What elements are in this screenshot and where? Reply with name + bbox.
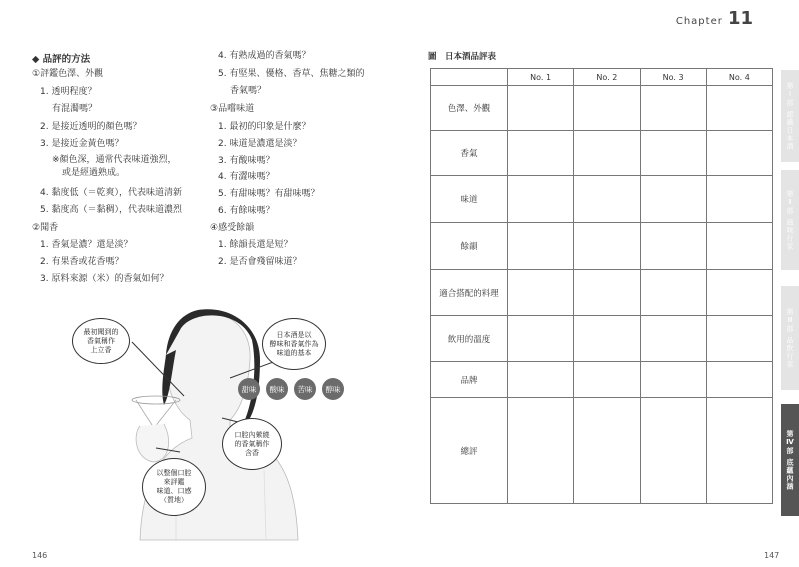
score-cell[interactable] bbox=[508, 176, 574, 223]
method-line: 5. 有甜味嗎？有甜味嗎？ bbox=[218, 189, 320, 199]
method-line: 2. 味道是濃還是淡？ bbox=[218, 139, 302, 149]
row-label: 香氣 bbox=[431, 131, 508, 176]
first-aroma-bubble bbox=[72, 318, 130, 364]
method-note: ※顏色深，通常代表味道強烈， bbox=[52, 155, 177, 165]
table-row bbox=[431, 176, 773, 223]
method-note: 或是經過熟成。 bbox=[62, 168, 126, 178]
method-line: 4. 黏度低（＝乾爽），代表味道清新 bbox=[40, 188, 182, 198]
score-cell[interactable] bbox=[706, 131, 772, 176]
table-row bbox=[431, 223, 773, 270]
score-cell[interactable] bbox=[706, 86, 772, 131]
header-corner bbox=[431, 69, 508, 86]
method-line: 5. 黏度高（＝黏稠），代表味道濃烈 bbox=[40, 205, 182, 215]
score-cell[interactable] bbox=[508, 86, 574, 131]
score-cell[interactable] bbox=[574, 223, 640, 270]
retronasal-aroma-bubble bbox=[222, 418, 282, 470]
method-line: ①評鑑色澤、外觀 bbox=[32, 69, 104, 79]
chapter-heading bbox=[676, 8, 753, 29]
column-header: No. 2 bbox=[574, 69, 640, 86]
method-line: 有混濁嗎？ bbox=[52, 104, 98, 114]
left-page bbox=[0, 0, 399, 567]
flavor-umami: 醇味 bbox=[322, 378, 344, 400]
score-cell[interactable] bbox=[574, 398, 640, 504]
flavor-bitter: 苦味 bbox=[294, 378, 316, 400]
method-line: ④感受餘韻 bbox=[210, 223, 255, 233]
score-cell[interactable] bbox=[508, 223, 574, 270]
method-line: 1. 透明程度？ bbox=[40, 87, 97, 97]
method-line: 6. 有餘味嗎？ bbox=[218, 206, 275, 216]
table-row bbox=[431, 398, 773, 504]
method-line: 2. 有果香或花香嗎？ bbox=[40, 257, 124, 267]
score-cell[interactable] bbox=[706, 223, 772, 270]
table-row bbox=[431, 86, 773, 131]
method-line: 2. 是否會殘留味道？ bbox=[218, 257, 302, 267]
flavor-sour: 酸味 bbox=[266, 378, 288, 400]
column-header: No. 4 bbox=[706, 69, 772, 86]
bubble-line: 日本酒是以 bbox=[276, 330, 312, 339]
bubble-line: 口腔內縈繞 bbox=[234, 430, 270, 439]
method-line: 1. 餘韻長還是短？ bbox=[218, 240, 293, 250]
table-row bbox=[431, 316, 773, 362]
method-line: 4. 有澀味嗎？ bbox=[218, 172, 275, 182]
flavor-sweet: 甜味 bbox=[238, 378, 260, 400]
chapter-number: 11 bbox=[727, 8, 753, 29]
page-number: 147 bbox=[764, 551, 780, 560]
column-header: No. 3 bbox=[640, 69, 706, 86]
row-label: 總評 bbox=[431, 398, 508, 504]
score-cell[interactable] bbox=[640, 86, 706, 131]
score-cell[interactable] bbox=[508, 362, 574, 398]
bubble-line: 最初聞到的 bbox=[83, 327, 119, 336]
method-line: 4. 有熟成過的香氣嗎？ bbox=[218, 51, 311, 61]
score-cell[interactable] bbox=[640, 316, 706, 362]
method-line: 1. 香氣是濃？還是淡？ bbox=[40, 240, 133, 250]
score-cell[interactable] bbox=[508, 316, 574, 362]
row-label: 適合搭配的料理 bbox=[431, 270, 508, 316]
bubble-line: 的香氣稱作 bbox=[234, 439, 270, 448]
score-cell[interactable] bbox=[706, 316, 772, 362]
bubble-line: 醇味和香氣作為 bbox=[269, 339, 319, 348]
row-label: 色澤、外觀 bbox=[431, 86, 508, 131]
table-row bbox=[431, 362, 773, 398]
whole-mouth-bubble bbox=[142, 458, 206, 516]
chapter-label: Chapter bbox=[675, 16, 723, 27]
score-cell[interactable] bbox=[640, 398, 706, 504]
score-cell[interactable] bbox=[706, 270, 772, 316]
part-tab-4[interactable]: 第Ⅳ部 底蘊內涵 bbox=[781, 404, 799, 516]
method-line: 3. 是接近金黃色嗎？ bbox=[40, 139, 124, 149]
score-cell[interactable] bbox=[640, 176, 706, 223]
score-cell[interactable] bbox=[508, 131, 574, 176]
method-line: 1. 最初的印象是什麼？ bbox=[218, 122, 311, 132]
score-cell[interactable] bbox=[706, 176, 772, 223]
score-cell[interactable] bbox=[706, 362, 772, 398]
bubble-line: 以整個口腔 bbox=[156, 469, 192, 477]
method-line: 5. 有堅果、優格、香草、焦糖之類的 bbox=[218, 69, 365, 79]
score-cell[interactable] bbox=[640, 362, 706, 398]
method-line: 3. 原料來源（米）的香氣如何？ bbox=[40, 274, 169, 284]
score-cell[interactable] bbox=[706, 398, 772, 504]
table-title: 圖 日本酒品評表 bbox=[428, 52, 497, 62]
right-page bbox=[400, 0, 799, 567]
sake-basis-bubble bbox=[262, 318, 326, 370]
section-title: ◆ 品評的方法 bbox=[32, 54, 91, 65]
score-cell[interactable] bbox=[508, 270, 574, 316]
page-number: 146 bbox=[32, 551, 48, 560]
sake-evaluation-table bbox=[430, 68, 773, 504]
bubble-line: 味道的基本 bbox=[276, 348, 312, 357]
score-cell[interactable] bbox=[574, 131, 640, 176]
table-row bbox=[431, 131, 773, 176]
score-cell[interactable] bbox=[574, 176, 640, 223]
bubble-line: 香氣稱作 bbox=[87, 336, 115, 345]
row-label: 品牌 bbox=[431, 362, 508, 398]
method-line: 2. 是接近透明的顏色嗎？ bbox=[40, 122, 142, 132]
column-header: No. 1 bbox=[508, 69, 574, 86]
score-cell[interactable] bbox=[640, 270, 706, 316]
part-tab-1[interactable]: 第Ⅰ部 認識日本酒 bbox=[781, 70, 799, 162]
bubble-line: 來評鑑 bbox=[163, 478, 185, 486]
row-label: 餘韻 bbox=[431, 223, 508, 270]
bubble-line: （質地） bbox=[160, 496, 188, 504]
method-line: ③品嚐味道 bbox=[210, 104, 255, 114]
bubble-line: 味道、口感 bbox=[156, 487, 192, 495]
bubble-line: 上立香 bbox=[90, 345, 112, 354]
bubble-line: 含香 bbox=[245, 448, 259, 457]
score-cell[interactable] bbox=[640, 223, 706, 270]
method-line: 3. 有酸味嗎？ bbox=[218, 156, 275, 166]
score-cell[interactable] bbox=[574, 362, 640, 398]
part-tab-2[interactable]: 第Ⅱ部 風味行家 bbox=[781, 170, 799, 270]
method-line: ②聞香 bbox=[32, 223, 59, 233]
score-cell[interactable] bbox=[574, 316, 640, 362]
score-cell[interactable] bbox=[574, 270, 640, 316]
score-cell[interactable] bbox=[574, 86, 640, 131]
row-label: 味道 bbox=[431, 176, 508, 223]
part-tab-3[interactable]: 第Ⅲ部 品飲行家 bbox=[781, 286, 799, 390]
score-cell[interactable] bbox=[508, 398, 574, 504]
table-header-row bbox=[431, 69, 773, 86]
table-row bbox=[431, 270, 773, 316]
score-cell[interactable] bbox=[640, 131, 706, 176]
row-label: 飲用的溫度 bbox=[431, 316, 508, 362]
method-line: 香氣嗎？ bbox=[230, 86, 267, 96]
